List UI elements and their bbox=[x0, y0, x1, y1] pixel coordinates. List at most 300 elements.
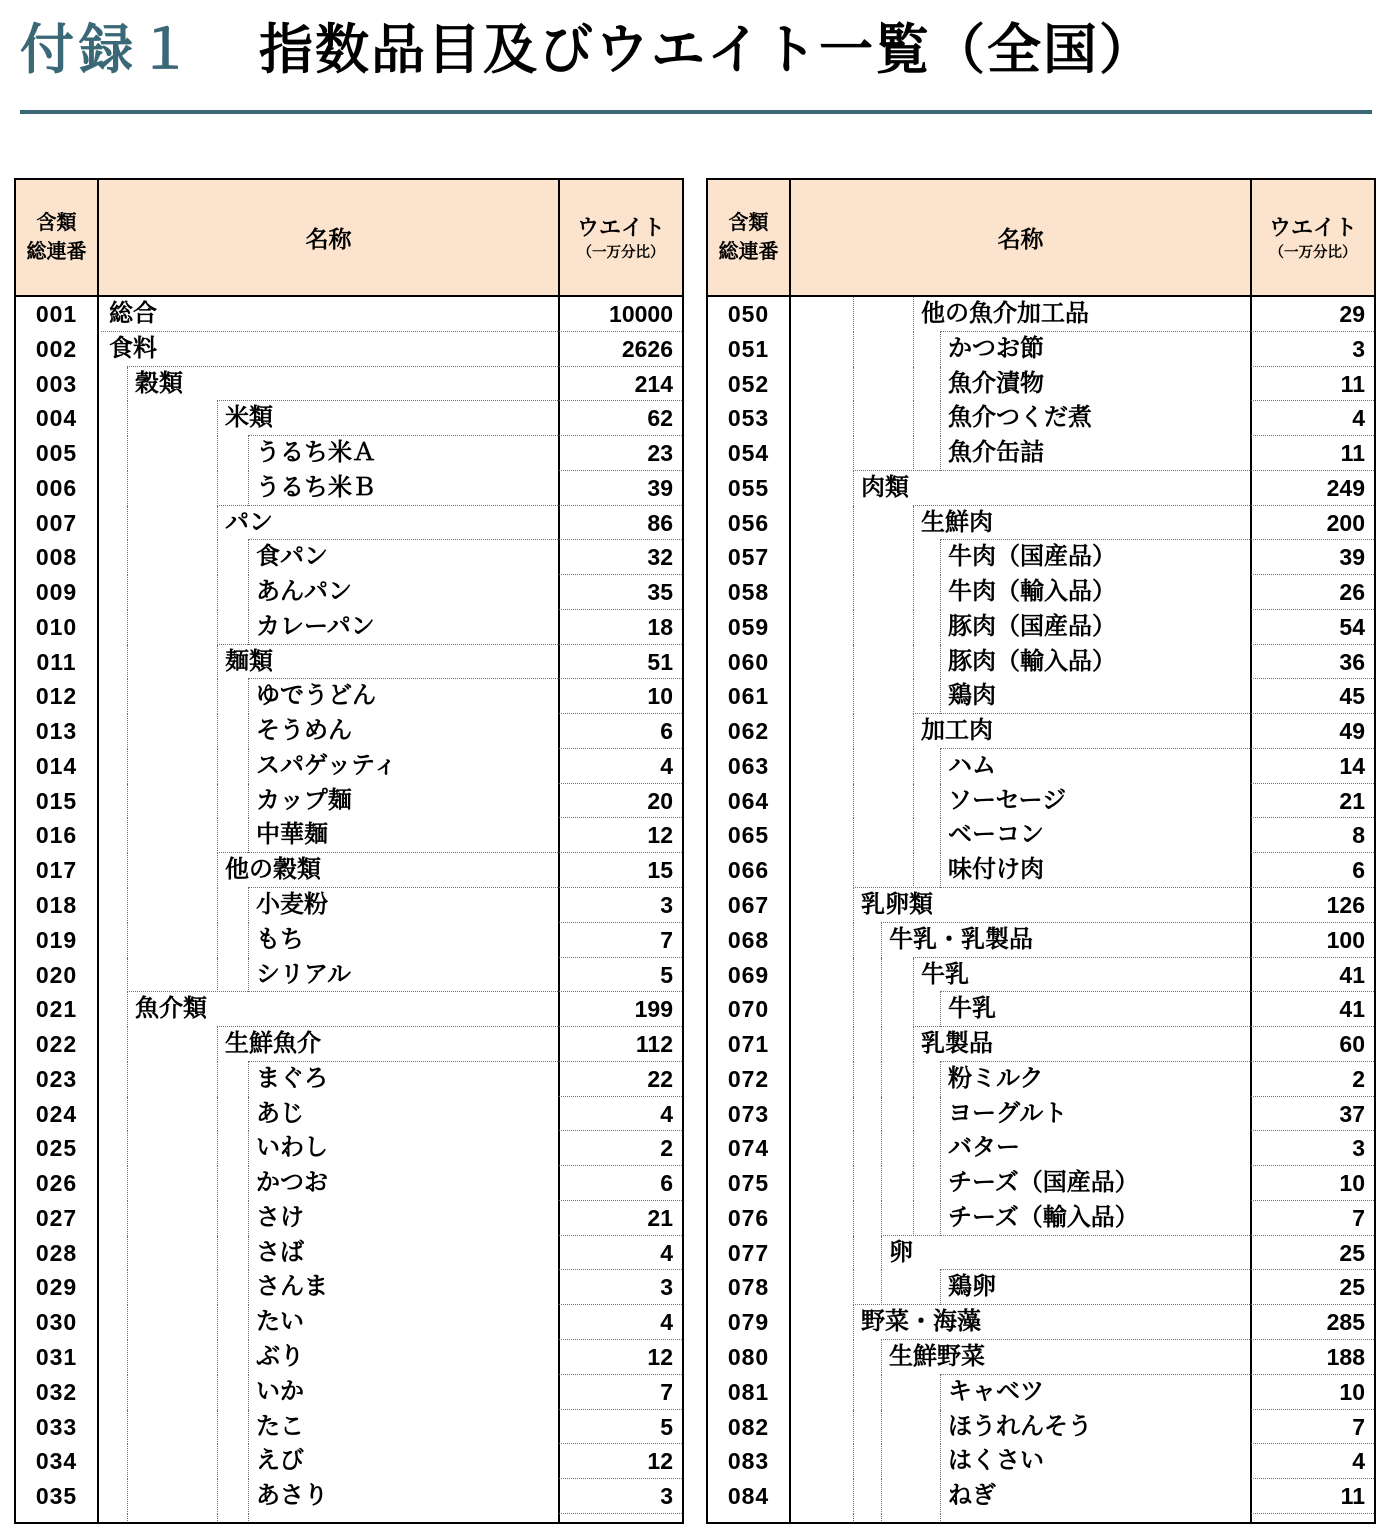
col-header-weight-line2: （一万分比） bbox=[1269, 244, 1357, 261]
serial-cell: 025 bbox=[16, 1131, 99, 1166]
item-name: 魚介缶詰 bbox=[948, 439, 1044, 467]
item-name-cell bbox=[791, 1131, 1250, 1166]
item-name-cell bbox=[791, 436, 1250, 471]
serial-cell: 073 bbox=[708, 1097, 791, 1132]
item-name: はくさい bbox=[948, 1447, 1044, 1475]
hierarchy-guide-line bbox=[940, 679, 941, 714]
table-row bbox=[708, 1131, 1374, 1166]
hierarchy-guide-line bbox=[248, 1340, 249, 1375]
serial-cell: 013 bbox=[16, 714, 99, 749]
hierarchy-guide-line bbox=[127, 506, 128, 541]
item-name-cell bbox=[791, 818, 1250, 853]
item-name-cell bbox=[791, 1201, 1250, 1236]
hierarchy-guide-line bbox=[853, 1236, 854, 1271]
table-row bbox=[708, 332, 1374, 367]
table-row bbox=[708, 1375, 1374, 1410]
col-header-serial-line2: 総連番 bbox=[26, 240, 87, 263]
serial-cell: 083 bbox=[708, 1444, 791, 1479]
table-row bbox=[708, 1027, 1374, 1062]
table-row bbox=[708, 575, 1374, 610]
weight-cell: 10 bbox=[1250, 1166, 1374, 1201]
weight-cell: 20 bbox=[558, 784, 682, 819]
weight-cell: 62 bbox=[558, 401, 682, 436]
serial-cell: 065 bbox=[708, 818, 791, 853]
weight-cell: 285 bbox=[1250, 1305, 1374, 1340]
hierarchy-guide-line bbox=[853, 888, 854, 923]
table-body bbox=[708, 297, 1374, 1524]
table-row bbox=[708, 679, 1374, 714]
hierarchy-guide-line bbox=[913, 367, 914, 402]
item-name: 鶏卵 bbox=[948, 1273, 996, 1301]
hierarchy-guide-line bbox=[248, 1479, 249, 1514]
weight-cell: 4 bbox=[558, 749, 682, 784]
table-row bbox=[16, 784, 682, 819]
hierarchy-guide-line bbox=[853, 1410, 854, 1445]
hierarchy-guide-line bbox=[913, 992, 914, 1027]
item-name-cell bbox=[99, 575, 558, 610]
hierarchy-guide-line bbox=[248, 888, 249, 923]
serial-cell: 034 bbox=[16, 1444, 99, 1479]
item-name: 中華麺 bbox=[256, 821, 328, 849]
table-row bbox=[708, 367, 1374, 402]
col-header-weight bbox=[558, 180, 682, 295]
item-name: あさり bbox=[256, 1482, 328, 1510]
table-header bbox=[708, 180, 1374, 297]
serial-cell: 058 bbox=[708, 575, 791, 610]
item-name-cell bbox=[791, 958, 1250, 993]
hierarchy-guide-line bbox=[248, 1201, 249, 1236]
hierarchy-guide-line bbox=[217, 958, 218, 993]
serial-cell: 063 bbox=[708, 749, 791, 784]
item-name: あじ bbox=[256, 1099, 304, 1127]
item-name-cell bbox=[791, 367, 1250, 402]
hierarchy-guide-line bbox=[248, 1166, 249, 1201]
item-name-cell bbox=[791, 749, 1250, 784]
hierarchy-guide-line bbox=[881, 1131, 882, 1166]
hierarchy-guide-line bbox=[940, 1201, 941, 1236]
table-row bbox=[708, 1166, 1374, 1201]
item-name: 生鮮野菜 bbox=[889, 1342, 985, 1370]
hierarchy-guide-line bbox=[127, 749, 128, 784]
table-row bbox=[708, 1097, 1374, 1132]
hierarchy-guide-line bbox=[940, 1270, 941, 1305]
item-name-cell bbox=[99, 1062, 558, 1097]
serial-cell: 007 bbox=[16, 506, 99, 541]
hierarchy-guide-line bbox=[853, 401, 854, 436]
hierarchy-guide-line bbox=[127, 1479, 128, 1514]
table-row bbox=[16, 992, 682, 1027]
weight-cell: 214 bbox=[558, 367, 682, 402]
weight-cell: 6 bbox=[558, 714, 682, 749]
item-name-cell bbox=[99, 1444, 558, 1479]
hierarchy-guide-line bbox=[217, 784, 218, 819]
hierarchy-guide-line bbox=[853, 1340, 854, 1375]
item-name-cell bbox=[99, 506, 558, 541]
hierarchy-guide-line bbox=[913, 1166, 914, 1201]
serial-cell: 002 bbox=[16, 332, 99, 367]
item-name: 生鮮魚介 bbox=[225, 1030, 321, 1058]
hierarchy-guide-line bbox=[940, 401, 941, 436]
page-title: 指数品目及びウエイト一覧（全国） bbox=[259, 20, 1155, 80]
hierarchy-guide-line bbox=[940, 1097, 941, 1132]
hierarchy-guide-line bbox=[217, 1062, 218, 1097]
serial-cell: 052 bbox=[708, 367, 791, 402]
serial-cell: 084 bbox=[708, 1479, 791, 1514]
hierarchy-guide-line bbox=[853, 297, 854, 332]
serial-cell: 056 bbox=[708, 506, 791, 541]
weight-cell: 2 bbox=[1250, 1062, 1374, 1097]
table-row bbox=[708, 853, 1374, 888]
weight-cell: 4 bbox=[558, 1305, 682, 1340]
item-name-cell bbox=[791, 679, 1250, 714]
item-name: ほうれんそう bbox=[948, 1412, 1092, 1440]
item-name-cell bbox=[99, 1166, 558, 1201]
weight-cell: 12 bbox=[558, 1444, 682, 1479]
hierarchy-guide-line bbox=[940, 1479, 941, 1514]
hierarchy-guide-line bbox=[217, 1305, 218, 1340]
item-name-cell bbox=[791, 1062, 1250, 1097]
table-row-partial bbox=[16, 1514, 682, 1524]
hierarchy-guide-line bbox=[127, 1236, 128, 1271]
hierarchy-guide-line bbox=[217, 436, 218, 471]
item-name: 乳製品 bbox=[921, 1030, 993, 1058]
hierarchy-guide-line bbox=[853, 1166, 854, 1201]
weights-table-right bbox=[706, 178, 1376, 1524]
hierarchy-guide-line bbox=[853, 471, 854, 506]
item-name-cell bbox=[99, 1027, 558, 1062]
hierarchy-guide-line bbox=[248, 471, 249, 506]
hierarchy-guide-line bbox=[217, 540, 218, 575]
serial-cell: 067 bbox=[708, 888, 791, 923]
item-name: 牛肉（輸入品） bbox=[948, 578, 1116, 606]
item-name: うるち米Ｂ bbox=[256, 473, 376, 501]
item-name-cell bbox=[791, 1097, 1250, 1132]
hierarchy-guide-line bbox=[217, 1236, 218, 1271]
item-name: さば bbox=[256, 1238, 304, 1266]
weight-cell: 3 bbox=[558, 1270, 682, 1305]
hierarchy-guide-line bbox=[853, 575, 854, 610]
col-header-serial bbox=[708, 180, 791, 295]
serial-cell: 071 bbox=[708, 1027, 791, 1062]
table-row bbox=[708, 784, 1374, 819]
item-name: 魚介つくだ煮 bbox=[948, 404, 1092, 432]
serial-cell: 005 bbox=[16, 436, 99, 471]
hierarchy-guide-line bbox=[881, 958, 882, 993]
table-row bbox=[16, 506, 682, 541]
weight-cell bbox=[1250, 1514, 1374, 1524]
hierarchy-guide-line bbox=[217, 1375, 218, 1410]
serial-cell: 075 bbox=[708, 1166, 791, 1201]
weight-cell: 39 bbox=[1250, 540, 1374, 575]
item-name: カレーパン bbox=[256, 612, 375, 640]
weight-cell: 100 bbox=[1250, 923, 1374, 958]
serial-cell: 070 bbox=[708, 992, 791, 1027]
hierarchy-guide-line bbox=[248, 436, 249, 471]
item-name-cell bbox=[791, 784, 1250, 819]
hierarchy-guide-line bbox=[127, 853, 128, 888]
hierarchy-guide-line bbox=[127, 679, 128, 714]
item-name: 肉類 bbox=[861, 473, 909, 501]
item-name-cell bbox=[791, 506, 1250, 541]
serial-cell: 080 bbox=[708, 1340, 791, 1375]
item-name: 味付け肉 bbox=[948, 856, 1044, 884]
hierarchy-guide-line bbox=[940, 367, 941, 402]
hierarchy-guide-line bbox=[940, 1166, 941, 1201]
item-name-cell bbox=[99, 923, 558, 958]
serial-cell: 079 bbox=[708, 1305, 791, 1340]
hierarchy-guide-line bbox=[248, 1097, 249, 1132]
weight-cell: 18 bbox=[558, 610, 682, 645]
weight-cell: 11 bbox=[1250, 367, 1374, 402]
table-row bbox=[16, 888, 682, 923]
hierarchy-guide-line bbox=[853, 610, 854, 645]
col-header-name-label: 名称 bbox=[997, 226, 1044, 252]
hierarchy-guide-line bbox=[913, 714, 914, 749]
table-row bbox=[708, 888, 1374, 923]
hierarchy-guide-line bbox=[217, 749, 218, 784]
item-name: 豚肉（輸入品） bbox=[948, 647, 1116, 675]
item-name-cell bbox=[791, 853, 1250, 888]
serial-cell: 014 bbox=[16, 749, 99, 784]
item-name: 米類 bbox=[225, 404, 273, 432]
item-name: いわし bbox=[256, 1134, 328, 1162]
serial-cell: 024 bbox=[16, 1097, 99, 1132]
hierarchy-guide-line bbox=[127, 1201, 128, 1236]
weight-cell: 5 bbox=[558, 1410, 682, 1445]
table-row bbox=[16, 1375, 682, 1410]
item-name-cell bbox=[99, 1305, 558, 1340]
hierarchy-guide-line bbox=[940, 1375, 941, 1410]
item-name-cell bbox=[99, 1340, 558, 1375]
table-row bbox=[16, 1340, 682, 1375]
item-name-cell bbox=[791, 401, 1250, 436]
item-name-cell bbox=[99, 1479, 558, 1514]
hierarchy-guide-line bbox=[913, 958, 914, 993]
hierarchy-guide-line bbox=[853, 1479, 854, 1514]
hierarchy-guide-line bbox=[248, 1131, 249, 1166]
table-row bbox=[708, 540, 1374, 575]
table-row bbox=[16, 853, 682, 888]
item-name: ソーセージ bbox=[948, 786, 1067, 814]
item-name-cell bbox=[99, 1270, 558, 1305]
hierarchy-guide-line bbox=[853, 1514, 854, 1524]
item-name-cell bbox=[99, 645, 558, 680]
weight-cell: 112 bbox=[558, 1027, 682, 1062]
hierarchy-guide-line bbox=[881, 1236, 882, 1271]
hierarchy-guide-line bbox=[248, 1236, 249, 1271]
serial-cell: 011 bbox=[16, 645, 99, 680]
table-row bbox=[708, 645, 1374, 680]
serial-cell: 018 bbox=[16, 888, 99, 923]
table-row bbox=[708, 958, 1374, 993]
table-row bbox=[708, 1062, 1374, 1097]
item-name-cell bbox=[791, 992, 1250, 1027]
hierarchy-guide-line bbox=[881, 1027, 882, 1062]
hierarchy-guide-line bbox=[217, 923, 218, 958]
item-name: そうめん bbox=[256, 717, 352, 745]
col-header-serial bbox=[16, 180, 99, 295]
hierarchy-guide-line bbox=[248, 1305, 249, 1340]
item-name: チーズ（国産品） bbox=[948, 1169, 1139, 1197]
item-name-cell bbox=[99, 1375, 558, 1410]
item-name-cell bbox=[99, 401, 558, 436]
hierarchy-guide-line bbox=[127, 1410, 128, 1445]
serial-cell: 021 bbox=[16, 992, 99, 1027]
table-row bbox=[16, 679, 682, 714]
hierarchy-guide-line bbox=[217, 1027, 218, 1062]
hierarchy-guide-line bbox=[913, 332, 914, 367]
title-underline bbox=[20, 110, 1372, 114]
col-header-serial-line2: 総連番 bbox=[718, 240, 779, 263]
table-row bbox=[708, 1340, 1374, 1375]
item-name: 牛乳 bbox=[948, 995, 996, 1023]
table-header bbox=[16, 180, 682, 297]
hierarchy-guide-line bbox=[127, 367, 128, 402]
hierarchy-guide-line bbox=[940, 818, 941, 853]
serial-cell: 069 bbox=[708, 958, 791, 993]
hierarchy-guide-line bbox=[248, 749, 249, 784]
item-name-cell bbox=[791, 1410, 1250, 1445]
table-row bbox=[16, 436, 682, 471]
item-name: 豚肉（国産品） bbox=[948, 612, 1116, 640]
hierarchy-guide-line bbox=[217, 645, 218, 680]
hierarchy-guide-line bbox=[913, 575, 914, 610]
hierarchy-guide-line bbox=[853, 923, 854, 958]
weight-cell: 2 bbox=[558, 1131, 682, 1166]
hierarchy-guide-line bbox=[127, 1444, 128, 1479]
hierarchy-guide-line bbox=[913, 784, 914, 819]
table-body bbox=[16, 297, 682, 1524]
hierarchy-guide-line bbox=[881, 992, 882, 1027]
hierarchy-guide-line bbox=[248, 1514, 249, 1524]
weight-cell: 11 bbox=[1250, 1479, 1374, 1514]
hierarchy-guide-line bbox=[913, 540, 914, 575]
hierarchy-guide-line bbox=[127, 1340, 128, 1375]
serial-cell: 035 bbox=[16, 1479, 99, 1514]
table-row bbox=[708, 1410, 1374, 1445]
hierarchy-guide-line bbox=[853, 784, 854, 819]
serial-cell: 010 bbox=[16, 610, 99, 645]
serial-cell: 004 bbox=[16, 401, 99, 436]
item-name: 麺類 bbox=[225, 647, 273, 675]
hierarchy-guide-line bbox=[217, 610, 218, 645]
table-row bbox=[16, 958, 682, 993]
hierarchy-guide-line bbox=[127, 784, 128, 819]
item-name-cell bbox=[99, 784, 558, 819]
hierarchy-guide-line bbox=[853, 853, 854, 888]
weight-cell: 32 bbox=[558, 540, 682, 575]
hierarchy-guide-line bbox=[853, 1444, 854, 1479]
serial-cell: 015 bbox=[16, 784, 99, 819]
item-name-cell bbox=[99, 992, 558, 1027]
item-name: 粉ミルク bbox=[948, 1064, 1044, 1092]
hierarchy-guide-line bbox=[881, 1062, 882, 1097]
hierarchy-guide-line bbox=[217, 401, 218, 436]
item-name-cell bbox=[791, 575, 1250, 610]
table-row bbox=[708, 1479, 1374, 1514]
serial-cell: 016 bbox=[16, 818, 99, 853]
table-row bbox=[16, 297, 682, 332]
hierarchy-guide-line bbox=[853, 436, 854, 471]
table-row bbox=[16, 1479, 682, 1514]
hierarchy-guide-line bbox=[853, 1201, 854, 1236]
item-name: 鶏肉 bbox=[948, 682, 996, 710]
hierarchy-guide-line bbox=[881, 1166, 882, 1201]
hierarchy-guide-line bbox=[913, 506, 914, 541]
weight-cell: 12 bbox=[558, 818, 682, 853]
item-name: 加工肉 bbox=[921, 717, 993, 745]
weight-cell: 86 bbox=[558, 506, 682, 541]
weight-cell: 3 bbox=[1250, 332, 1374, 367]
serial-cell: 062 bbox=[708, 714, 791, 749]
hierarchy-guide-line bbox=[940, 784, 941, 819]
weight-cell: 37 bbox=[1250, 1097, 1374, 1132]
table-row bbox=[708, 1236, 1374, 1271]
weight-cell: 51 bbox=[558, 645, 682, 680]
item-name: バター bbox=[948, 1134, 1020, 1162]
item-name-cell bbox=[99, 1410, 558, 1445]
item-name-cell bbox=[99, 297, 558, 332]
hierarchy-guide-line bbox=[127, 436, 128, 471]
table-row bbox=[16, 1236, 682, 1271]
hierarchy-guide-line bbox=[217, 853, 218, 888]
hierarchy-guide-line bbox=[127, 958, 128, 993]
item-name: 小麦粉 bbox=[256, 891, 328, 919]
item-name-cell bbox=[791, 471, 1250, 506]
weight-cell: 188 bbox=[1250, 1340, 1374, 1375]
hierarchy-guide-line bbox=[881, 1514, 882, 1524]
weight-cell: 3 bbox=[558, 888, 682, 923]
hierarchy-guide-line bbox=[248, 1375, 249, 1410]
hierarchy-guide-line bbox=[217, 1340, 218, 1375]
hierarchy-guide-line bbox=[127, 1270, 128, 1305]
hierarchy-guide-line bbox=[853, 679, 854, 714]
hierarchy-guide-line bbox=[853, 506, 854, 541]
hierarchy-guide-line bbox=[881, 1340, 882, 1375]
item-name-cell bbox=[791, 1479, 1250, 1514]
table-row bbox=[708, 610, 1374, 645]
hierarchy-guide-line bbox=[127, 1062, 128, 1097]
weight-cell: 3 bbox=[1250, 1131, 1374, 1166]
hierarchy-guide-line bbox=[940, 1514, 941, 1524]
table-row bbox=[16, 818, 682, 853]
hierarchy-guide-line bbox=[940, 1410, 941, 1445]
hierarchy-guide-line bbox=[217, 506, 218, 541]
table-row bbox=[708, 506, 1374, 541]
serial-cell bbox=[708, 1514, 791, 1524]
item-name: ハム bbox=[948, 751, 996, 779]
weight-cell: 5 bbox=[558, 958, 682, 993]
hierarchy-guide-line bbox=[940, 436, 941, 471]
col-header-name-label: 名称 bbox=[305, 226, 352, 252]
item-name: 牛肉（国産品） bbox=[948, 543, 1116, 571]
weight-cell: 4 bbox=[558, 1097, 682, 1132]
serial-cell: 027 bbox=[16, 1201, 99, 1236]
item-name: パン bbox=[225, 508, 273, 536]
item-name-cell bbox=[791, 1514, 1250, 1524]
col-header-weight bbox=[1250, 180, 1374, 295]
col-header-serial-line1: 含類 bbox=[36, 211, 77, 234]
hierarchy-guide-line bbox=[853, 958, 854, 993]
col-header-name bbox=[791, 180, 1250, 295]
weight-cell: 15 bbox=[558, 853, 682, 888]
hierarchy-guide-line bbox=[127, 923, 128, 958]
col-header-weight-line1: ウエイト bbox=[1268, 214, 1357, 240]
hierarchy-guide-line bbox=[913, 297, 914, 332]
serial-cell: 001 bbox=[16, 297, 99, 332]
hierarchy-guide-line bbox=[853, 540, 854, 575]
table-row bbox=[708, 1305, 1374, 1340]
